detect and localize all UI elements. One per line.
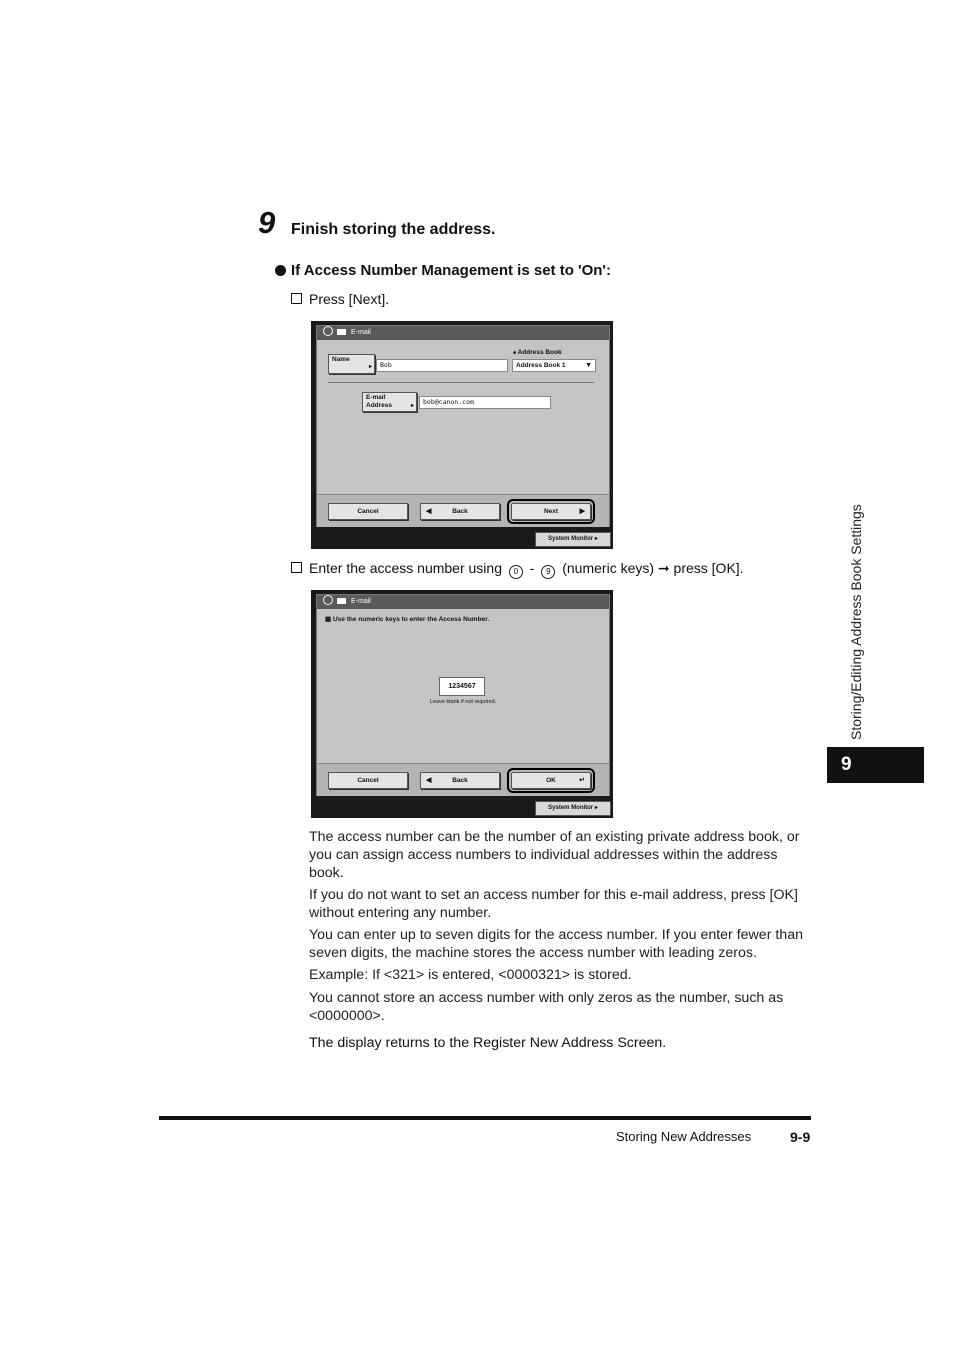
screen-email-register (311, 321, 613, 549)
sub-step-enter-access (291, 560, 744, 579)
name-button-label: Name (332, 356, 350, 363)
sub-step-press-next (291, 291, 389, 307)
press-next-text: Press [Next]. (309, 291, 390, 307)
enter-access-suffix: (numeric keys) ➞ press [OK]. (562, 560, 744, 576)
cancel-button[interactable] (328, 503, 408, 520)
screen-title: E-mail (351, 329, 371, 336)
ok-label: OK (546, 777, 556, 784)
screen-panel (316, 325, 610, 527)
note-paragraph: The access number can be the number of an existing private address book, or you can assign access numbers to individual addresses within the address book. (309, 829, 800, 881)
step-title: Finish storing the address. (291, 221, 496, 238)
caret-right-icon: ▸ (410, 403, 414, 409)
name-field[interactable]: Bob (376, 359, 508, 372)
system-monitor-button[interactable]: System Monitor ▸ (535, 801, 611, 816)
screen-titlebar (317, 326, 609, 340)
radio-dot-icon: ■ (513, 350, 517, 356)
next-button[interactable] (511, 503, 591, 520)
condition-text: If Access Number Management is set to 'On': (291, 262, 611, 279)
system-monitor-label: System Monitor (548, 536, 594, 542)
result-text: The display returns to the Register New Address Screen. (309, 1035, 667, 1051)
screen-button-bar (317, 494, 609, 527)
caret-right-icon: ▸ (368, 364, 372, 370)
chapter-tab: 9 (827, 747, 924, 783)
address-book-value: Address Book 1 (516, 362, 566, 369)
email-address-button-label: E-mail Address (366, 394, 393, 409)
address-book-label (513, 349, 562, 356)
note-paragraph: Example: If <321> is entered, <0000321> is stored. (309, 967, 632, 983)
numeric-key-0-icon: 0 (509, 565, 523, 579)
note-paragraph: You cannot store an access number with only zeros as the number, such as <0000000>. (309, 990, 784, 1024)
step-number: 9 (258, 205, 276, 240)
email-field[interactable]: bob@canon.com (419, 396, 551, 409)
cancel-label: Cancel (357, 777, 379, 784)
function-icon (323, 326, 333, 336)
chapter-title: Storing/Editing Address Book Settings (848, 504, 864, 740)
access-hint: Leave blank if not required. (429, 699, 497, 705)
enter-access-dash: - (529, 560, 535, 576)
instruction (325, 615, 489, 623)
address-book-label-text: Address Book (517, 349, 562, 356)
screen-access-number (311, 590, 613, 818)
arrow-left-icon: ◀ (426, 777, 432, 784)
note-paragraph: You can enter up to seven digits for the access number. If you enter fewer than seven digits, the machine stores the access number with leading zeros. (309, 927, 803, 961)
back-label: Back (452, 508, 468, 515)
chevron-down-icon: ▼ (585, 362, 592, 369)
condition-bullet (275, 262, 611, 279)
cancel-label: Cancel (357, 508, 379, 515)
screen-button-bar (317, 763, 609, 796)
footer-rule (159, 1116, 811, 1120)
footer-section: Storing New Addresses (616, 1129, 752, 1144)
arrow-left-icon: ◀ (426, 508, 432, 515)
enter-access-prefix: Enter the access number using (309, 560, 502, 576)
numeric-key-9-icon: 9 (541, 565, 555, 579)
bullet-dot-icon (275, 265, 286, 276)
checkbox-icon (291, 293, 302, 304)
arrow-right-icon: ▶ (579, 508, 585, 515)
screen-title: E-mail (351, 598, 371, 605)
next-label: Next (543, 508, 559, 515)
back-label: Back (452, 777, 468, 784)
access-number-field[interactable]: 1234567 (439, 677, 485, 696)
email-icon (337, 329, 346, 335)
function-icon (323, 595, 333, 605)
email-address-button[interactable] (362, 392, 417, 412)
email-icon (337, 598, 346, 604)
instruction-text: Use the numeric keys to enter the Access Number. (332, 616, 490, 623)
keypad-icon: ▦ (325, 616, 332, 623)
back-button[interactable] (420, 503, 500, 520)
system-monitor-button[interactable]: System Monitor ▸ (535, 532, 611, 547)
divider (328, 382, 594, 383)
system-monitor-label: System Monitor (548, 805, 594, 811)
checkbox-icon (291, 562, 302, 573)
note-paragraph: If you do not want to set an access number for this e-mail address, press [OK] without entering any number. (309, 887, 798, 921)
ok-button[interactable] (511, 772, 591, 789)
screen-titlebar (317, 595, 609, 609)
name-button[interactable] (328, 354, 375, 374)
address-book-select[interactable] (512, 359, 596, 372)
page-number: 9-9 (790, 1129, 811, 1145)
cancel-button[interactable] (328, 772, 408, 789)
screen-panel (316, 594, 610, 796)
enter-icon: ↵ (579, 777, 585, 784)
back-button[interactable] (420, 772, 500, 789)
